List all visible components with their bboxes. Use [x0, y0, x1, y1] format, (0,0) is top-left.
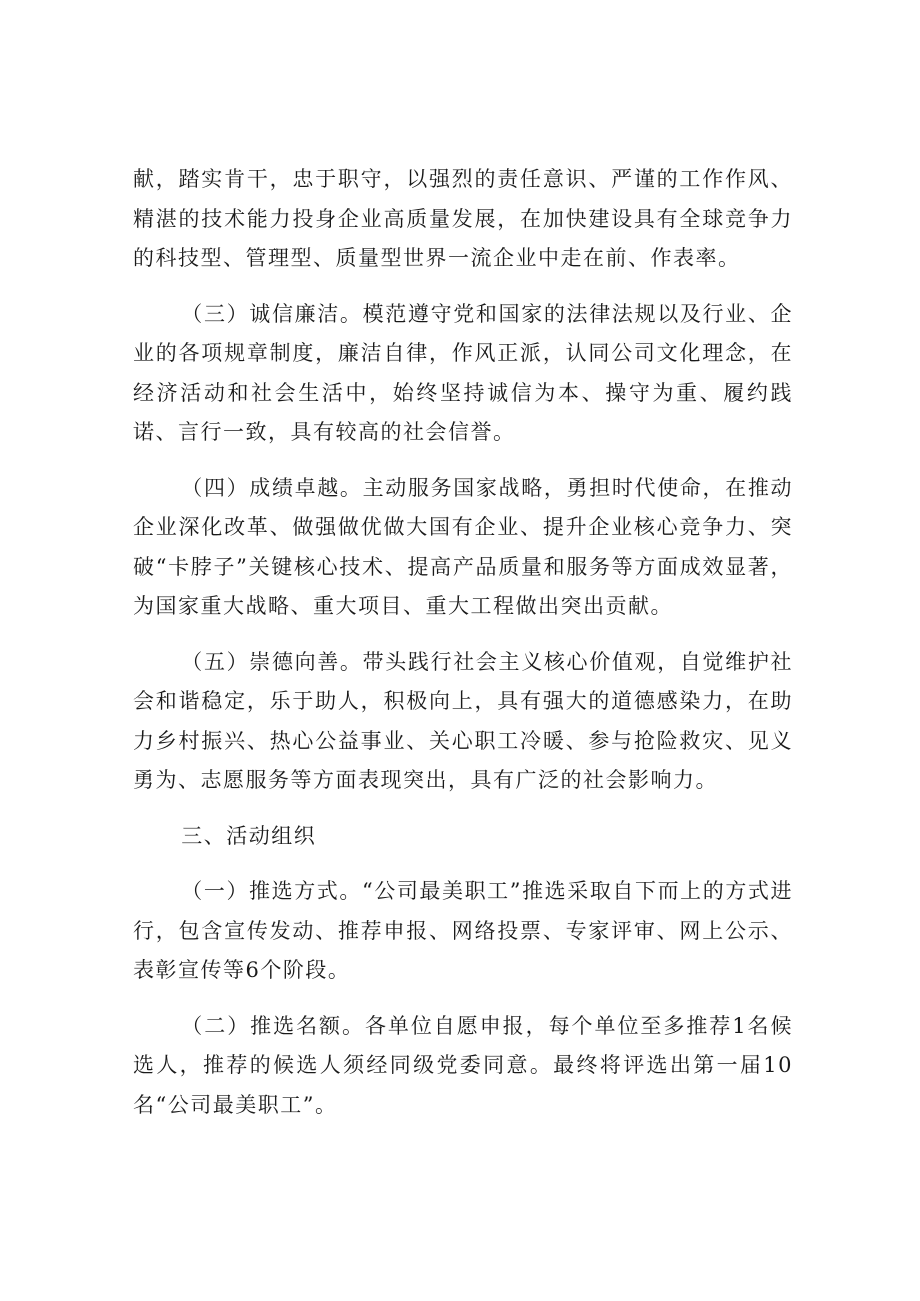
paragraph-integrity: （三）诚信廉洁。模范遵守党和国家的法律法规以及行业、企业的各项规章制度，廉洁自律，作风正派，认同公司文化理念，在经济活动和社会生活中，始终坚持诚信为本、操守为重、履约践诺、言行一致，具有较高的社会信誉。	[133, 301, 793, 444]
paragraph-selection-method: （一）推选方式。“公司最美职工”推选采取自下而上的方式进行，包含宣传发动、推荐申报、网络投票、专家评审、网上公示、表彰宣传等6个阶段。	[133, 879, 793, 982]
paragraph-continuation: 献，踏实肯干，忠于职守，以强烈的责任意识、严谨的工作作风、精湛的技术能力投身企业高质量发展，在加快建设具有全球竞争力的科技型、管理型、质量型世界一流企业中走在前、作表率。	[133, 167, 793, 270]
paragraph-achievement: （四）成绩卓越。主动服务国家战略，勇担时代使命，在推动企业深化改革、做强做优做大国有企业、提升企业核心竞争力、突破“卡脖子”关键核心技术、提高产品质量和服务等方面成效显著，为国家重大战略、重大项目、重大工程做出突出贡献。	[133, 475, 793, 618]
paragraph-selection-quota: （二）推选名额。各单位自愿申报，每个单位至多推荐1名候选人，推荐的候选人须经同级党委同意。最终将评选出第一届10名“公司最美职工”。	[133, 1013, 793, 1117]
section-heading-activity-organization: 三、活动组织	[181, 823, 317, 848]
document-body	[133, 160, 793, 1141]
paragraph-virtue: （五）崇德向善。带头践行社会主义核心价值观，自觉维护社会和谐稳定，乐于助人，积极向上，具有强大的道德感染力，在助力乡村振兴、热心公益事业、关心职工冷暖、参与抢险救灾、见义勇为、志愿服务等方面表现突出，具有广泛的社会影响力。	[133, 649, 793, 792]
